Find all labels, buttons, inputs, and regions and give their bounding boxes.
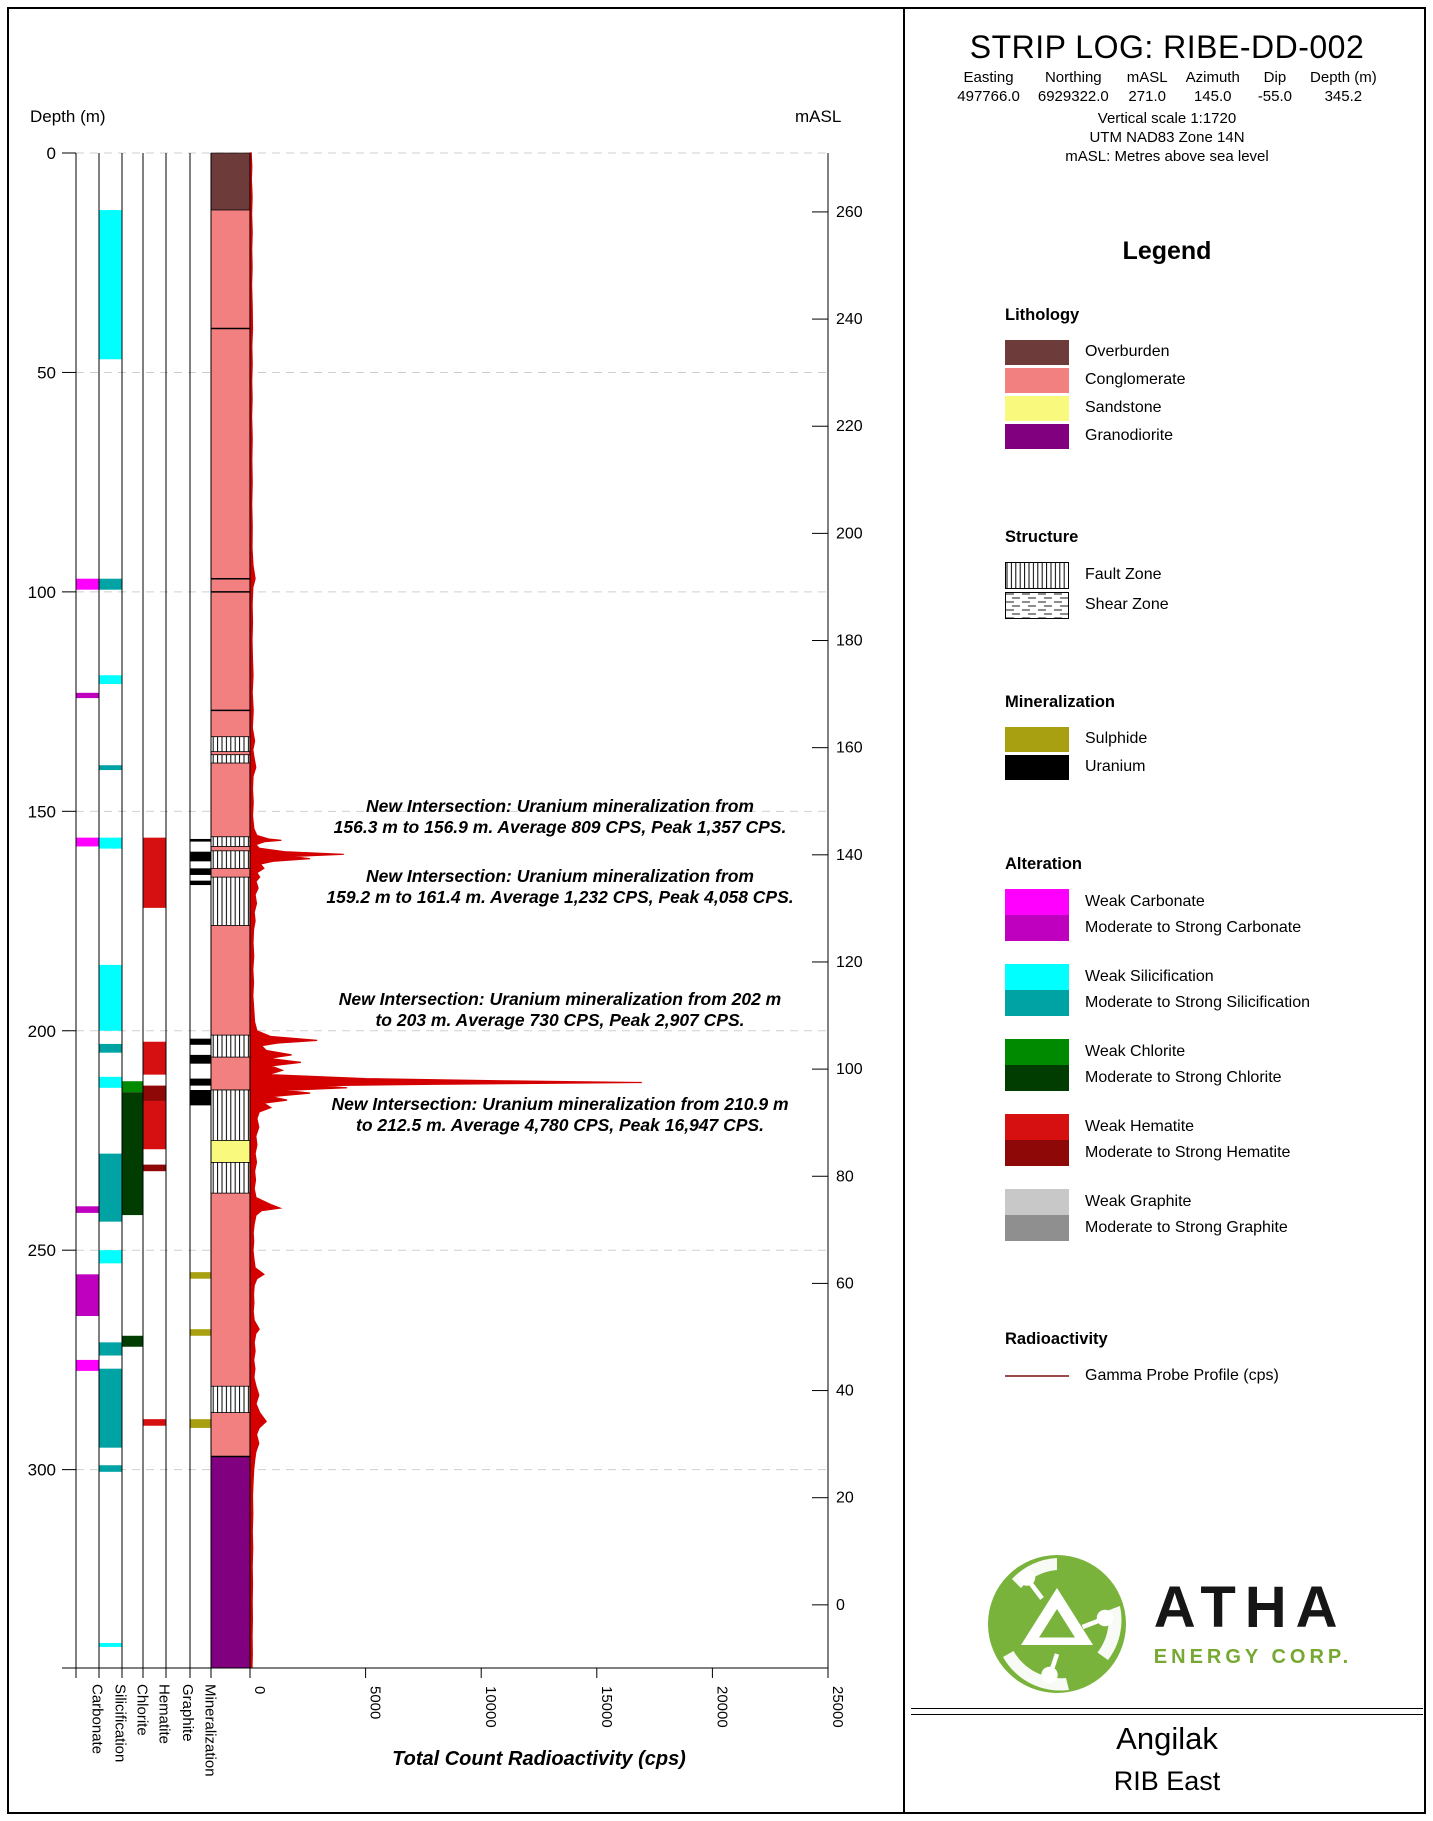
map-meta xyxy=(911,109,1423,166)
granodiorite-swatch xyxy=(1005,424,1069,449)
x-tick-label: 25000 xyxy=(829,1686,846,1728)
project-name: Angilak xyxy=(1116,1721,1218,1756)
field-value: 271.0 xyxy=(1128,88,1166,105)
legend-section-mineralization xyxy=(911,693,1423,781)
legend-item-label: Gamma Probe Profile (cps) xyxy=(1085,1367,1279,1384)
section-header: Mineralization xyxy=(1005,693,1116,711)
legend-item-hematite xyxy=(1005,1114,1423,1166)
annotation-intersection-1 xyxy=(272,796,848,838)
annotation-line: to 203 m. Average 730 CPS, Peak 2,907 CPS. xyxy=(375,1010,745,1031)
field-label: Easting xyxy=(963,69,1014,86)
brand-name: ATHA xyxy=(1153,1575,1347,1640)
masl-tick-label: 80 xyxy=(836,1168,854,1186)
masl-tick-label: 60 xyxy=(836,1275,854,1293)
graphite-swatch xyxy=(1005,1189,1069,1241)
mineralization-interval-sulphide xyxy=(191,1272,211,1279)
annotation-intersection-4 xyxy=(272,1094,848,1136)
silicification-interval-weak xyxy=(100,675,122,684)
masl-tick-label: 220 xyxy=(836,418,863,436)
silicification-interval-weak xyxy=(100,965,122,1031)
carbonate-interval-weak xyxy=(77,838,99,847)
collar-field-depth xyxy=(1301,69,1386,105)
carbonate-swatch xyxy=(1005,889,1069,941)
mineralization-interval-uranium xyxy=(191,852,211,862)
legend-panel xyxy=(911,9,1423,1812)
collar-info xyxy=(911,69,1423,105)
lithology-interval-granodiorite xyxy=(211,1456,250,1668)
annotation-line: 159.2 m to 161.4 m. Average 1,232 CPS, Peak 4,058 CPS. xyxy=(326,887,794,908)
legend-item-chlorite xyxy=(1005,1039,1423,1091)
legend-section-radioactivity xyxy=(911,1330,1423,1390)
hematite-interval-strong xyxy=(144,1165,166,1172)
silicification-interval-strong xyxy=(100,1465,122,1472)
field-label: Azimuth xyxy=(1185,69,1240,86)
silicification-interval-strong xyxy=(100,1044,122,1053)
annotation-line: 156.3 m to 156.9 m. Average 809 CPS, Peak 1,357 CPS. xyxy=(333,816,787,837)
annotation-line: New Intersection: Uranium mineralization from 210.9 m xyxy=(331,1094,789,1115)
mineralization-interval-uranium xyxy=(191,1039,211,1045)
annotation-intersection-3 xyxy=(272,989,848,1031)
hematite-interval-weak xyxy=(144,838,166,908)
depth-tick-label: 200 xyxy=(27,1021,56,1041)
uranium-swatch xyxy=(1005,755,1069,780)
fault-zone-interval xyxy=(211,755,250,763)
legend-item-label: Fault Zone xyxy=(1085,566,1162,583)
section-header: Lithology xyxy=(1005,306,1080,324)
depth-tick-label: 250 xyxy=(27,1241,56,1261)
atha-logo-icon xyxy=(982,1549,1132,1699)
meta-utm-zone: UTM NAD83 Zone 14N xyxy=(1089,129,1245,146)
column-label-hematite: Hematite xyxy=(155,1684,173,1745)
silicification-interval-weak xyxy=(100,1077,122,1088)
hematite-interval-weak xyxy=(144,1042,166,1075)
mineralization-interval-uranium xyxy=(191,839,211,842)
collar-field-masl xyxy=(1118,69,1177,105)
legend-item-label: Shear Zone xyxy=(1085,596,1169,613)
legend-item-shear-zone xyxy=(1005,590,1423,620)
carbonate-interval-strong xyxy=(77,1274,99,1316)
silicification-interval-strong xyxy=(100,765,122,770)
hematite-interval-weak xyxy=(144,1419,166,1426)
legend-item-silicification xyxy=(1005,964,1423,1016)
chlorite-interval-strong xyxy=(123,1092,143,1215)
silicification-interval-strong xyxy=(100,1342,122,1355)
depth-tick-label: 0 xyxy=(46,144,56,163)
depth-tick-label: 100 xyxy=(27,582,56,602)
x-tick-label: 15000 xyxy=(597,1686,615,1728)
mineralization-interval-uranium xyxy=(191,881,211,885)
masl-tick-label: 100 xyxy=(836,1061,863,1079)
section-header: Alteration xyxy=(1005,855,1083,873)
legend-item-carbonate xyxy=(1005,889,1423,941)
lithology-interval-conglomerate xyxy=(211,210,250,1090)
fault-zone-interval xyxy=(211,1162,250,1193)
annotation-line: New Intersection: Uranium mineralization from 202 m xyxy=(338,989,782,1010)
legend-item-label: Weak Carbonate xyxy=(1085,893,1205,910)
gamma-profile-trace xyxy=(250,153,642,1668)
x-tick-label: 20000 xyxy=(713,1686,731,1728)
masl-tick-label: 200 xyxy=(836,525,863,543)
legend-title: Legend xyxy=(1122,237,1212,265)
gamma-line-swatch xyxy=(1005,1375,1069,1377)
masl-tick-label: 260 xyxy=(836,203,863,221)
annotation-intersection-2 xyxy=(272,866,848,908)
legend-item-label: Moderate to Strong Silicification xyxy=(1085,994,1310,1011)
carbonate-interval-weak xyxy=(77,1360,99,1371)
mineralization-interval-uranium xyxy=(191,1055,211,1064)
carbonate-interval-strong xyxy=(77,693,99,698)
field-label: Depth (m) xyxy=(1310,69,1377,86)
x-tick-label: 5000 xyxy=(366,1686,384,1720)
legend-item-label: Sandstone xyxy=(1085,399,1162,416)
x-axis-title: Total Count Radioactivity (cps) xyxy=(392,1748,686,1770)
legend-item-label: Weak Graphite xyxy=(1085,1193,1192,1210)
atha-logo-text xyxy=(1153,1575,1353,1669)
conglomerate-swatch xyxy=(1005,368,1069,393)
mineralization-interval-uranium xyxy=(191,1090,211,1105)
mineralization-interval-uranium xyxy=(191,1079,211,1086)
meta-vertical-scale: Vertical scale 1:1720 xyxy=(1097,110,1237,127)
footer-divider xyxy=(911,1708,1423,1715)
masl-tick-label: 0 xyxy=(836,1596,845,1614)
depth-tick-label: 50 xyxy=(37,363,56,383)
legend-item-label: Moderate to Strong Graphite xyxy=(1085,1219,1288,1236)
masl-tick-label: 240 xyxy=(836,311,863,329)
legend-item-sulphide xyxy=(1005,725,1423,753)
collar-field-azimuth xyxy=(1177,69,1249,105)
legend-item-label: Uranium xyxy=(1085,758,1146,775)
legend-item-label: Conglomerate xyxy=(1085,371,1186,388)
masl-tick-label: 180 xyxy=(836,632,863,650)
silicification-interval-weak xyxy=(100,1643,122,1647)
field-label: Northing xyxy=(1044,69,1102,86)
chlorite-interval-strong xyxy=(123,1336,143,1347)
lithology-interval-overburden xyxy=(211,153,250,210)
silicification-interval-weak xyxy=(100,210,122,359)
column-label-silicification: Silicification xyxy=(111,1684,129,1763)
fault-zone-interval xyxy=(211,737,250,752)
mineralization-interval-sulphide xyxy=(191,1419,211,1428)
overburden-swatch xyxy=(1005,340,1069,365)
fault-zone-interval xyxy=(211,1035,250,1057)
legend-item-label: Sulphide xyxy=(1085,730,1148,747)
legend-item-label: Moderate to Strong Carbonate xyxy=(1085,919,1302,936)
field-value: 497766.0 xyxy=(957,88,1020,105)
masl-tick-label: 40 xyxy=(836,1382,854,1400)
fault-zone-interval xyxy=(211,851,250,869)
depth-tick-label: 150 xyxy=(27,802,56,822)
masl-tick-label: 140 xyxy=(836,846,863,864)
column-label-graphite: Graphite xyxy=(179,1684,196,1742)
mineralization-interval-uranium xyxy=(191,868,211,875)
page-title: STRIP LOG: RIBE-DD-002 xyxy=(969,29,1365,65)
collar-field-dip xyxy=(1249,69,1301,105)
legend-item-uranium xyxy=(1005,753,1423,781)
x-tick-label: 10000 xyxy=(482,1686,500,1728)
silicification-interval-strong xyxy=(100,1154,122,1222)
silicification-interval-strong xyxy=(100,579,122,590)
legend-item-label: Weak Hematite xyxy=(1085,1118,1195,1135)
legend-item-overburden xyxy=(1005,338,1423,366)
masl-tick-label: 160 xyxy=(836,739,863,757)
hematite-interval-strong xyxy=(144,1086,166,1101)
collar-field-easting xyxy=(948,69,1029,105)
legend-item-label: Granodiorite xyxy=(1085,427,1174,444)
legend-item-graphite xyxy=(1005,1189,1423,1241)
legend-item-gamma-profile xyxy=(1005,1362,1423,1390)
mineralization-interval-sulphide xyxy=(191,1329,211,1336)
hematite-swatch xyxy=(1005,1114,1069,1166)
brand-subtitle: ENERGY CORP. xyxy=(1153,1646,1353,1668)
atha-logo xyxy=(911,1549,1423,1699)
depth-axis-title: Depth (m) xyxy=(30,107,106,126)
chlorite-interval-weak xyxy=(123,1081,143,1092)
silicification-interval-weak xyxy=(100,1250,122,1263)
field-value: 145.0 xyxy=(1193,88,1232,105)
masl-tick-label: 20 xyxy=(836,1489,854,1507)
field-value: 6929322.0 xyxy=(1037,88,1109,105)
section-header: Structure xyxy=(1005,528,1079,546)
shear-zone-swatch xyxy=(1005,592,1069,619)
depth-tick-label: 300 xyxy=(27,1460,56,1480)
hematite-interval-weak xyxy=(144,1101,166,1149)
carbonate-interval-weak xyxy=(77,579,99,590)
legend-item-label: Overburden xyxy=(1085,343,1170,360)
legend-item-label: Weak Chlorite xyxy=(1085,1043,1186,1060)
fault-zone-interval xyxy=(211,877,250,925)
field-label: Dip xyxy=(1263,69,1287,86)
legend-item-label: Moderate to Strong Chlorite xyxy=(1085,1069,1282,1086)
column-label-mineralization: Mineralization xyxy=(201,1684,219,1777)
masl-tick-label: 120 xyxy=(836,953,863,971)
legend-item-fault-zone xyxy=(1005,560,1423,590)
annotation-line: New Intersection: Uranium mineralization from xyxy=(366,866,754,887)
field-value: -55.0 xyxy=(1257,88,1293,105)
fault-zone-interval xyxy=(211,837,250,847)
sandstone-swatch xyxy=(1005,396,1069,421)
legend-item-label: Weak Silicification xyxy=(1085,968,1214,985)
legend-item-conglomerate xyxy=(1005,366,1423,394)
meta-masl-note: mASL: Metres above sea level xyxy=(1065,148,1269,165)
column-label-carbonate: Carbonate xyxy=(88,1684,106,1755)
legend-section-alteration xyxy=(911,855,1423,1264)
annotation-line: New Intersection: Uranium mineralization from xyxy=(366,795,754,816)
legend-item-sandstone xyxy=(1005,394,1423,422)
silicification-swatch xyxy=(1005,964,1069,1016)
field-label: mASL xyxy=(1126,69,1168,86)
x-tick-label: 0 xyxy=(251,1686,268,1695)
silicification-interval-strong xyxy=(100,1369,122,1448)
fault-zone-swatch xyxy=(1005,562,1069,589)
legend-item-label: Moderate to Strong Hematite xyxy=(1085,1144,1291,1161)
silicification-interval-weak xyxy=(100,838,122,849)
annotation-line: to 212.5 m. Average 4,780 CPS, Peak 16,947 CPS. xyxy=(356,1115,764,1136)
section-header: Radioactivity xyxy=(1005,1330,1108,1348)
field-value: 345.2 xyxy=(1324,88,1363,105)
project-area: RIB East xyxy=(1113,1766,1221,1796)
legend-section-structure xyxy=(911,528,1423,620)
legend-section-lithology xyxy=(911,306,1423,450)
carbonate-interval-strong xyxy=(77,1206,99,1213)
sulphide-swatch xyxy=(1005,727,1069,752)
fault-zone-interval xyxy=(211,1386,250,1412)
legend-item-granodiorite xyxy=(1005,422,1423,450)
chlorite-swatch xyxy=(1005,1039,1069,1091)
fault-zone-interval xyxy=(211,1090,250,1140)
column-label-chlorite: Chlorite xyxy=(133,1684,151,1736)
collar-field-northing xyxy=(1029,69,1118,105)
masl-axis-title: mASL xyxy=(795,107,842,126)
